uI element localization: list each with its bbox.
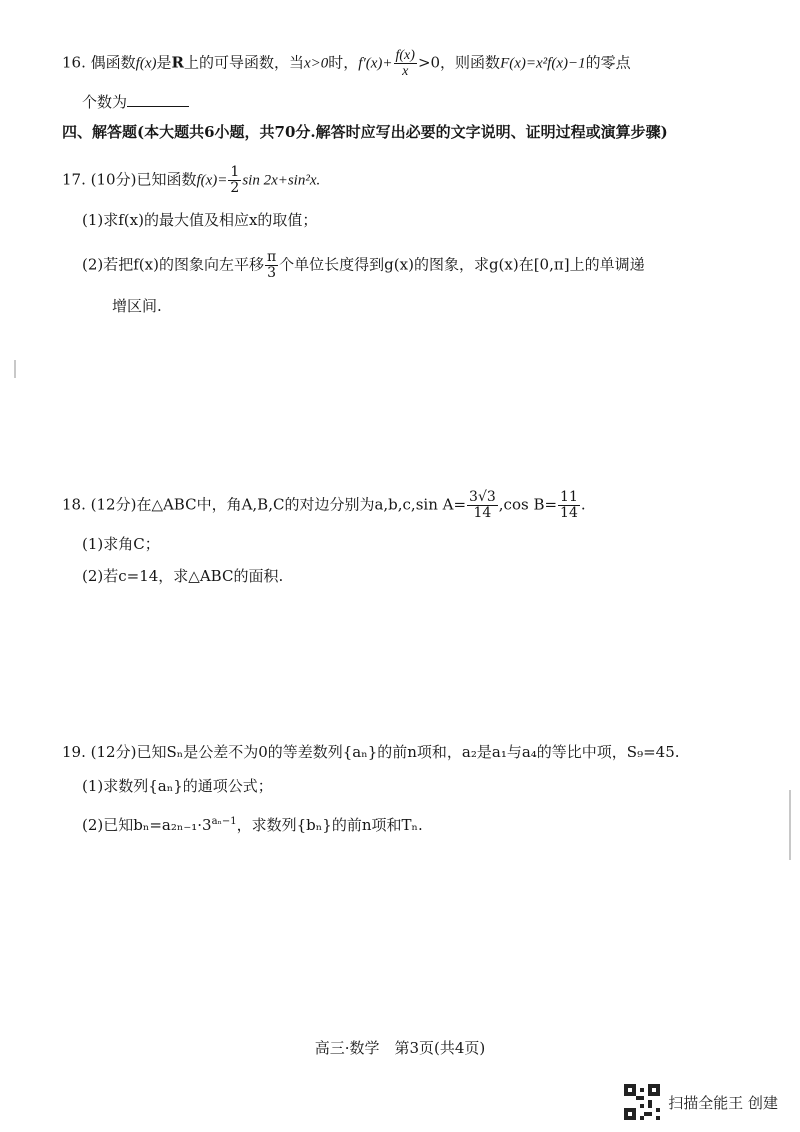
q17-fraction: $\frac{1}{2}$ xyxy=(230,164,240,196)
q16-R: R xyxy=(171,53,184,72)
watermark-text: 扫描全能王 创建 xyxy=(668,1093,778,1112)
q16-text: 时， xyxy=(328,53,359,72)
q16-text: >0，则函数 xyxy=(417,53,501,72)
q17-points: (10分) xyxy=(90,170,137,189)
section-heading: 四、解答题(本大题共6小题，共70分.解答时应写出必要的文字说明、证明过程或演算步骤) xyxy=(62,123,668,141)
q19-number: 19. xyxy=(62,743,86,761)
q18-points: (12分) xyxy=(90,495,137,514)
q19-text: 已知Sₙ是公差不为0的等差数列{aₙ}的前n项和，a₂是a₁与a₄的等比中项，S₉=45. xyxy=(136,743,680,761)
q19-part1: (1)求数列{aₙ}的通项公式； xyxy=(82,777,273,795)
q16-line2 xyxy=(82,92,189,112)
q19-line1 xyxy=(62,742,680,762)
q16-text: 是 xyxy=(156,53,172,72)
qr-code-icon xyxy=(624,1084,660,1120)
q19-part2-text: (2)已知bₙ=a₂ₙ₋₁·3 xyxy=(82,816,212,834)
q17-number: 17. xyxy=(62,170,86,189)
q18-sin-fraction: $\frac{3√3}{14}$ xyxy=(469,489,496,521)
q16-fx: f(x) xyxy=(135,55,157,72)
q17-fx: f(x)= xyxy=(196,172,228,189)
q16-cond: x>0 xyxy=(303,55,329,72)
q16-fraction: $\frac{f(x)}{x}$ xyxy=(395,48,415,79)
q16-line1 xyxy=(62,48,631,79)
q19-points: (12分) xyxy=(90,743,137,761)
q18-part1: (1)求角C； xyxy=(82,535,160,553)
q16-line2-text: 个数为 xyxy=(82,93,128,111)
q17-part1: (1)求f(x)的最大值及相应x的取值； xyxy=(82,211,318,229)
q18-cos-fraction: $\frac{11}{14}$ xyxy=(560,489,578,521)
q16-text: 偶函数 xyxy=(90,53,136,72)
q18-line1 xyxy=(62,490,586,521)
scan-artifact xyxy=(14,360,16,378)
q16-fprime: f′(x)+ xyxy=(358,55,393,72)
scanner-watermark xyxy=(624,1084,778,1120)
scan-artifact xyxy=(789,790,791,860)
q19-part2 xyxy=(82,812,423,835)
q18-text: . xyxy=(580,495,586,514)
q17-part2-cont: 增区间. xyxy=(112,297,162,315)
q16-text: 上的可导函数，当 xyxy=(183,53,304,72)
q16-text: 的零点 xyxy=(585,53,631,72)
q18-part2: (2)若c=14，求△ABC的面积. xyxy=(82,567,284,585)
q17-line1 xyxy=(62,165,320,196)
q17-part2-text: 个单位长度得到g(x)的图象，求g(x)在[0,π]上的单调递 xyxy=(279,255,645,274)
q17-text: 已知函数 xyxy=(136,170,197,189)
q17-part2-fraction: $\frac{\pi}{3}$ xyxy=(266,249,277,281)
q16-number: 16. xyxy=(62,53,86,72)
q18-text: ,cos B= xyxy=(498,495,558,514)
q17-part2 xyxy=(82,250,645,281)
answer-blank xyxy=(127,92,189,107)
q18-number: 18. xyxy=(62,495,86,514)
q19-exponent: aₙ−1 xyxy=(211,816,237,827)
q17-part2-text: (2)若把f(x)的图象向左平移 xyxy=(82,255,264,274)
page-footer: 高三·数学 第3页(共4页) xyxy=(314,1039,486,1057)
q16-Fdef: F(x)=x²f(x)−1 xyxy=(500,55,586,72)
q18-text: 在△ABC中，角A,B,C的对边分别为a,b,c,sin A= xyxy=(136,495,467,514)
q19-part2-text: ，求数列{bₙ}的前n项和Tₙ. xyxy=(236,816,423,834)
q17-expr: sin 2x+sin²x. xyxy=(242,172,321,189)
